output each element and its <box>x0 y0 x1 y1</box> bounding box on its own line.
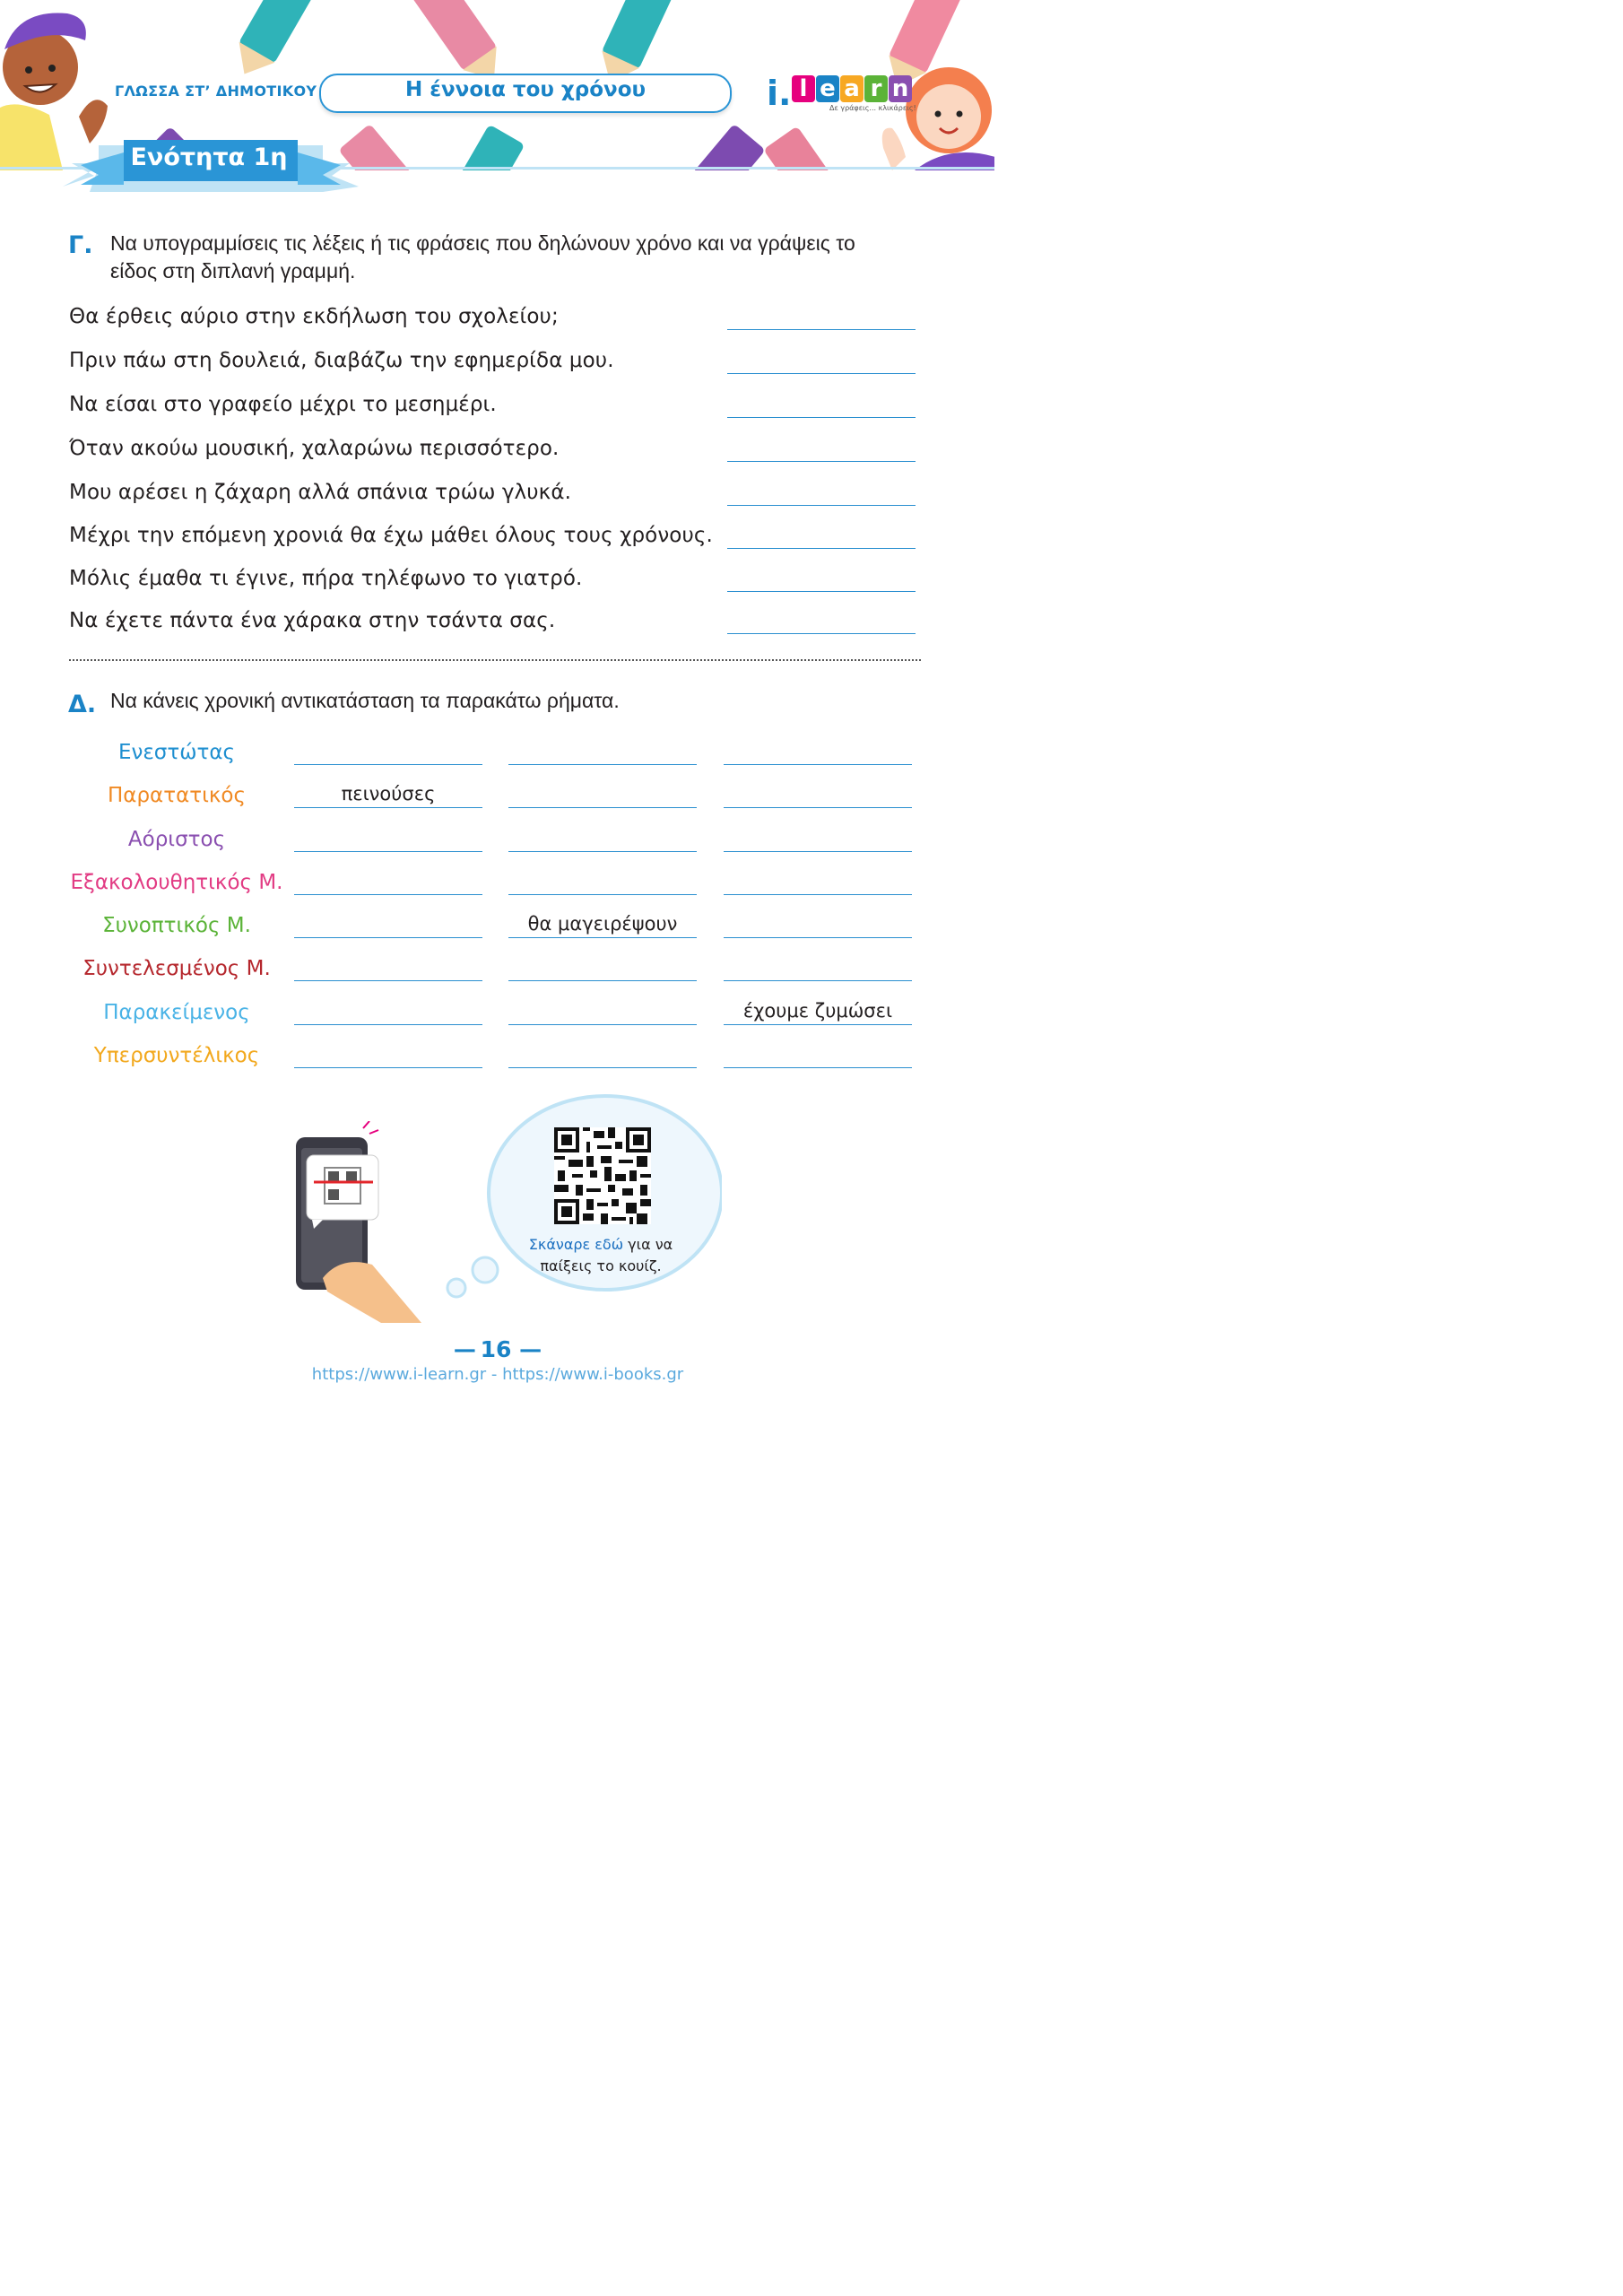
exercise-d-instruction: Να κάνεις χρονική αντικατάσταση τα παρακάτω ρήματα. <box>110 689 620 712</box>
given-verb: θα μαγειρέψουν <box>527 913 678 935</box>
page-number-dash: — <box>453 1336 481 1362</box>
answer-line[interactable] <box>294 764 482 765</box>
answer-line[interactable] <box>508 1067 697 1068</box>
logo-tile: a <box>840 75 864 102</box>
answer-line[interactable] <box>727 461 916 462</box>
answer-line[interactable] <box>294 851 482 852</box>
unit-label: Ενότητα 1η <box>130 144 288 171</box>
exercise-sentence: Όταν ακούω μουσική, χαλαρώνω περισσότερο. <box>69 437 560 460</box>
qr-caption-rest: για να παίξεις το κουίζ. <box>540 1236 673 1274</box>
tense-label: Συντελεσμένος Μ. <box>82 957 271 980</box>
given-verb: πεινούσες <box>341 783 436 804</box>
phone-scan-illustration <box>287 1121 430 1332</box>
exercise-c-letter: Γ. <box>68 231 93 259</box>
logo-tile: l <box>792 75 815 102</box>
exercise-sentence: Μέχρι την επόμενη χρονιά θα έχω μάθει όλους τους χρόνους. <box>69 524 713 547</box>
answer-line[interactable] <box>508 807 697 808</box>
answer-line[interactable] <box>727 373 916 374</box>
tense-label: Ενεστώτας <box>117 741 235 764</box>
footer-links[interactable]: https://www.i-learn.gr - https://www.i-books.gr <box>311 1365 684 1384</box>
logo-tile: e <box>816 75 839 102</box>
section-divider <box>69 659 921 661</box>
exercise-sentence: Να είσαι στο γραφείο μέχρι το μεσημέρι. <box>69 393 497 416</box>
answer-line[interactable] <box>727 505 916 506</box>
answer-line[interactable] <box>294 1024 482 1025</box>
pencil-decoration <box>647 124 766 170</box>
exercise-sentence: Πριν πάω στη δουλειά, διαβάζω την εφημερίδα μου. <box>69 349 614 372</box>
pencil-decoration <box>763 126 874 170</box>
answer-line[interactable] <box>727 548 916 549</box>
pencil-decoration <box>239 0 342 64</box>
answer-line[interactable] <box>724 764 912 765</box>
logo-tagline: Δε γράφεις... κλικάρεις! <box>829 104 916 112</box>
exercise-d-letter: Δ. <box>68 691 97 718</box>
given-verb: έχουμε ζυμώσει <box>742 1000 893 1022</box>
answer-line[interactable] <box>294 894 482 895</box>
answer-line[interactable] <box>727 417 916 418</box>
answer-line[interactable] <box>508 937 697 938</box>
answer-line[interactable] <box>724 1024 912 1025</box>
pencil-decoration <box>422 125 525 170</box>
pencil-decoration <box>386 0 498 72</box>
answer-line[interactable] <box>727 633 916 634</box>
answer-line[interactable] <box>294 980 482 981</box>
answer-line[interactable] <box>727 591 916 592</box>
page-number <box>430 1336 565 1362</box>
answer-line[interactable] <box>508 894 697 895</box>
page-title: Η έννοια του χρόνου <box>404 78 647 101</box>
logo-tile: r <box>864 75 888 102</box>
answer-line[interactable] <box>724 807 912 808</box>
logo-tile: n <box>889 75 912 102</box>
tense-label: Συνοπτικός Μ. <box>102 914 251 937</box>
page-number-value: 16 <box>480 1336 512 1362</box>
answer-line[interactable] <box>508 851 697 852</box>
exercise-sentence: Μου αρέσει η ζάχαρη αλλά σπάνια τρώω γλυκά. <box>69 481 572 504</box>
qr-code[interactable] <box>554 1127 651 1224</box>
answer-line[interactable] <box>724 937 912 938</box>
tense-label: Παρατατικός <box>108 784 246 807</box>
answer-line[interactable] <box>724 1067 912 1068</box>
exercise-sentence: Μόλις έμαθα τι έγινε, πήρα τηλέφωνο το γιατρό. <box>69 567 583 590</box>
pencil-decoration <box>601 0 695 70</box>
tense-label: Αόριστος <box>127 828 226 851</box>
answer-line[interactable] <box>724 980 912 981</box>
answer-line[interactable] <box>508 980 697 981</box>
exercise-sentence: Θα έρθεις αύριο στην εκδήλωση του σχολείου; <box>69 305 559 328</box>
tense-label: Εξακολουθητικός Μ. <box>70 871 283 894</box>
tense-label: Υπερσυντέλικος <box>93 1044 260 1067</box>
tense-label: Παρακείμενος <box>103 1001 250 1024</box>
page-number-dash: — <box>511 1336 542 1362</box>
scan-here-link[interactable]: Σκάναρε εδώ <box>528 1236 624 1253</box>
answer-line[interactable] <box>724 894 912 895</box>
qr-caption <box>502 1234 699 1277</box>
answer-line[interactable] <box>508 1024 697 1025</box>
exercise-sentence: Να έχετε πάντα ένα χάρακα στην τσάντα σας. <box>69 609 556 632</box>
answer-line[interactable] <box>294 937 482 938</box>
exercise-c-instruction: Να υπογραμμίσεις τις λέξεις ή τις φράσεις που δηλώνουν χρόνο και να γράψεις το είδος στη διπλανή γραμμή. <box>110 231 855 283</box>
subject-label: ΓΛΩΣΣΑ ΣΤ’ ΔΗΜΟΤΙΚΟΥ <box>115 83 317 100</box>
answer-line[interactable] <box>724 851 912 852</box>
answer-line[interactable] <box>294 1067 482 1068</box>
answer-line[interactable] <box>508 764 697 765</box>
answer-line[interactable] <box>294 807 482 808</box>
answer-line[interactable] <box>727 329 916 330</box>
logo-letter-i: i. <box>767 74 792 113</box>
